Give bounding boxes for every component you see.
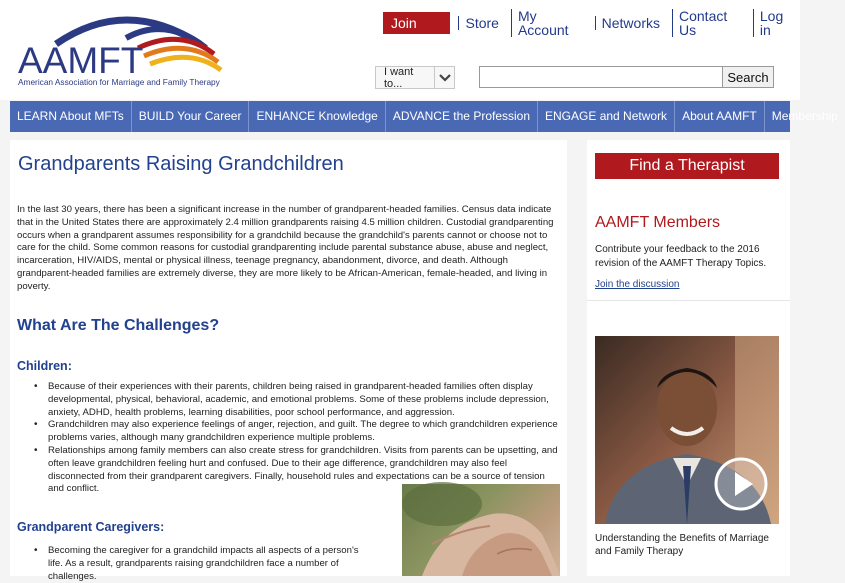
aamft-logo[interactable] (16, 4, 236, 88)
nav-membership[interactable]: Membership (771, 109, 838, 123)
find-a-therapist-button[interactable]: Find a Therapist (595, 153, 779, 179)
list-item: • Relationships among family members can also create stress for grandchildren. Visits from parents can be upsetting, and often leave grandchildren feeling hurt and confused. Due to their age difference, grandchildren may also feel disconnected from their grandparent caregivers. Finally, household rules and expectations can be a source of tension and conflict. (32, 445, 562, 496)
store-link[interactable]: Store (458, 16, 504, 30)
utility-nav (383, 8, 800, 53)
caregivers-list (32, 545, 372, 583)
i-want-to-dropdown[interactable] (375, 66, 455, 89)
caregivers-heading: Grandparent Caregivers: (17, 520, 165, 534)
nav-build-your-career[interactable]: BUILD Your Career (132, 101, 250, 132)
my-account-link[interactable]: My Account (511, 9, 589, 37)
logo-subtitle: American Association for Marriage and Family Therapy (18, 77, 220, 87)
nav-advance-the-profession[interactable]: ADVANCE the Profession (386, 101, 538, 132)
nav-about-aamft[interactable]: About AAMFT (675, 101, 765, 132)
chevron-down-icon (434, 67, 454, 88)
main-content (10, 140, 567, 582)
children-list (32, 381, 562, 496)
list-item: • Grandchildren may also experience feelings of anger, rejection, and guilt. The degree to which grandchildren experience problems varies, although many grandchildren experience multiple problems. (32, 419, 562, 445)
join-now-button[interactable]: Join Now (383, 12, 450, 34)
list-item: • Becoming the caregiver for a grandchild impacts all aspects of a person's life. As a result, grandparents raising grandchildren face a number of challenges. (32, 545, 372, 583)
play-icon[interactable] (713, 456, 769, 512)
members-text: Contribute your feedback to the 2016 revision of the AAMFT Therapy Topics. (595, 244, 767, 269)
video-thumbnail[interactable] (595, 336, 779, 524)
nav-enhance-knowledge[interactable]: ENHANCE Knowledge (249, 101, 385, 132)
intro-paragraph: In the last 30 years, there has been a significant increase in the number of grandparent-headed families. Census data indicate that in the United States there are approximately 2.4 million grandparents raising 4.5 million children. Custodial grandparenting occurs when a grandparent assumes responsibility for a grandchild because the grandchild's parents cannot or choose not to care for the child. Some common reasons for custodial grandparenting include parental substance abuse, abuse and neglect, incarceration, HIV/AIDS, mental or physical illness, teenage pregnancy, abandonment, divorce, and death. Although grandparent-headed families are extremely diverse, they are more likely to be African-American, female-headed, and living in poverty. (17, 204, 554, 292)
nav-learn-about-mfts[interactable]: LEARN About MFTs (10, 101, 132, 132)
sidebar (587, 140, 790, 576)
challenges-heading: What Are The Challenges? (17, 317, 220, 334)
i-want-to-label: I want to... (384, 65, 414, 90)
members-title: AAMFT Members (595, 214, 721, 231)
page-title: Grandparents Raising Grandchildren (18, 153, 344, 175)
main-nav (10, 101, 838, 132)
networks-link[interactable]: Networks (595, 16, 666, 30)
search-input[interactable] (479, 66, 723, 88)
contact-us-link[interactable]: Contact Us (672, 9, 747, 37)
hands-photo (402, 484, 560, 576)
video-caption[interactable]: Understanding the Benefits of Marriage and Family Therapy (595, 533, 769, 557)
search-button[interactable]: Search (722, 66, 774, 88)
sidebar-divider (587, 300, 790, 301)
log-in-link[interactable]: Log in (753, 9, 800, 37)
site-header (0, 0, 800, 100)
nav-engage-and-network[interactable]: ENGAGE and Network (538, 101, 675, 132)
logo-wordmark: AAMFT (18, 40, 144, 81)
list-item: • Because of their experiences with their parents, children being raised in grandparent-headed families often display developmental, physical, behavioral, academic, and emotional problems. Some of these problems include depression, anxiety, ADHD, health problems, learning disabilities, poor school performance, and aggression. (32, 381, 562, 419)
children-heading: Children: (17, 359, 72, 373)
join-discussion-link[interactable]: Join the discussion (595, 279, 680, 290)
